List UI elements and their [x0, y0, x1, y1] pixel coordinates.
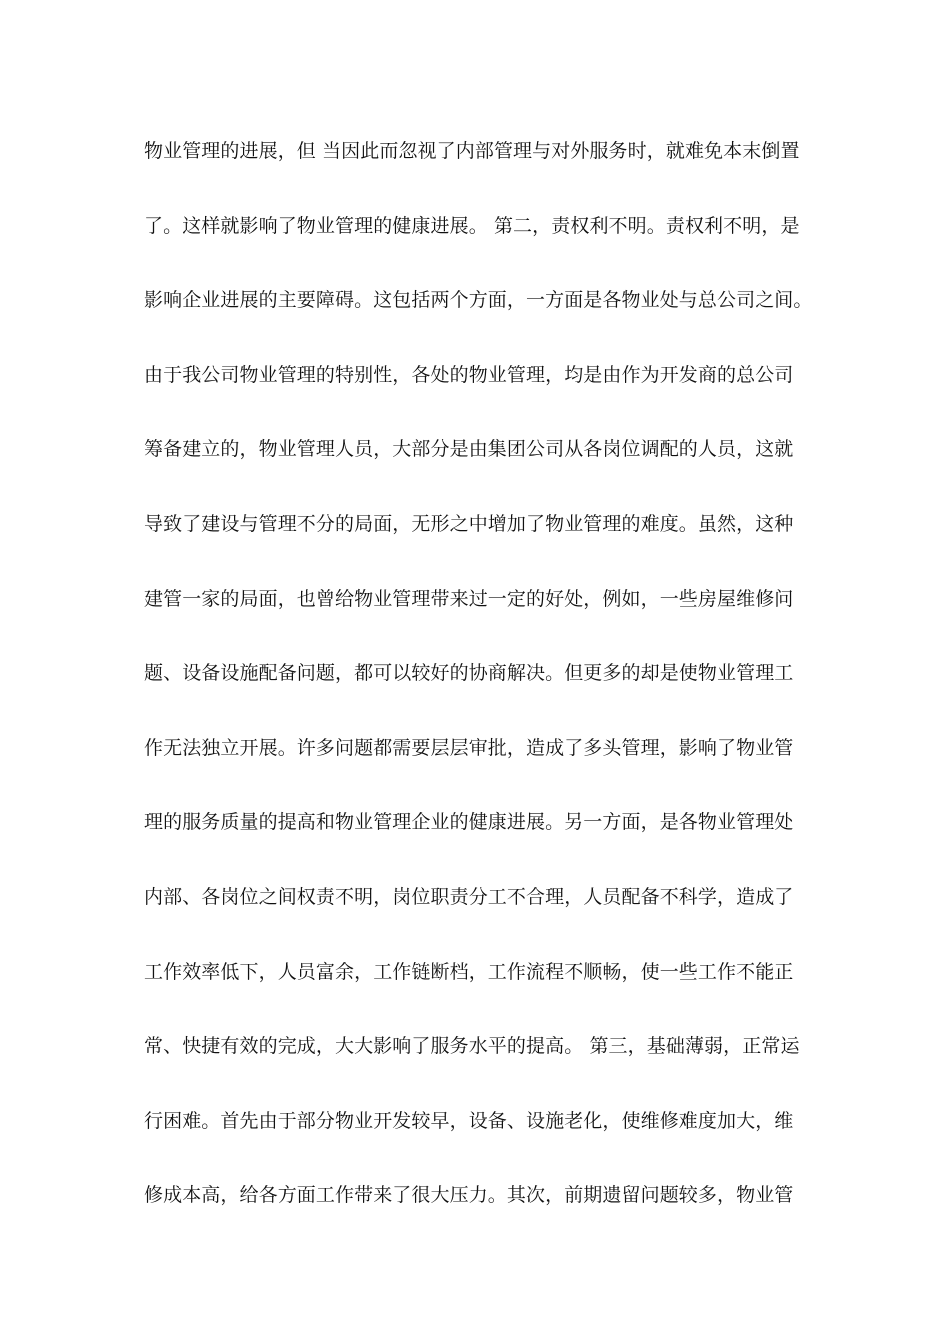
text-line: 行困难。首先由于部分物业开发较早，设备、设施老化，使维修难度加大，维	[144, 1109, 794, 1132]
text-line: 物业管理的进展，但 当因此而忽视了内部管理与对外服务时，就难免本末倒置	[144, 140, 800, 162]
text-line: 筹备建立的，物业管理人员，大部分是由集团公司从各岗位调配的人员，这就	[144, 438, 794, 461]
body-text	[144, 133, 814, 1252]
text-line: 题、设备设施配备问题，都可以较好的协商解决。但更多的却是使物业管理工	[144, 662, 794, 685]
text-line: 理的服务质量的提高和物业管理企业的健康进展。另一方面，是各物业管理处	[144, 811, 794, 834]
text-line: 工作效率低下，人员富余，工作链断档，工作流程不顺畅，使一些工作不能正	[144, 960, 794, 983]
text-line: 内部、各岗位之间权责不明，岗位职责分工不合理，人员配备不科学，造成了	[144, 885, 794, 908]
text-line: 了。这样就影响了物业管理的健康进展。 第二，责权利不明。责权利不明，是	[144, 214, 800, 237]
text-line: 建管一家的局面，也曾给物业管理带来过一定的好处，例如，一些房屋维修问	[144, 587, 794, 610]
text-line: 常、快捷有效的完成，大大影响了服务水平的提高。 第三，基础薄弱，正常运	[144, 1035, 800, 1058]
text-line: 影响企业进展的主要障碍。这包括两个方面，一方面是各物业处与总公司之间。	[144, 289, 813, 312]
text-line: 由于我公司物业管理的特别性，各处的物业管理，均是由作为开发商的总公司	[144, 363, 794, 386]
text-line: 修成本高，给各方面工作带来了很大压力。其次，前期遗留问题较多，物业管	[144, 1184, 794, 1207]
text-line: 作无法独立开展。许多问题都需要层层审批，造成了多头管理，影响了物业管	[144, 736, 794, 759]
text-line: 导致了建设与管理不分的局面，无形之中增加了物业管理的难度。虽然，这种	[144, 512, 794, 535]
